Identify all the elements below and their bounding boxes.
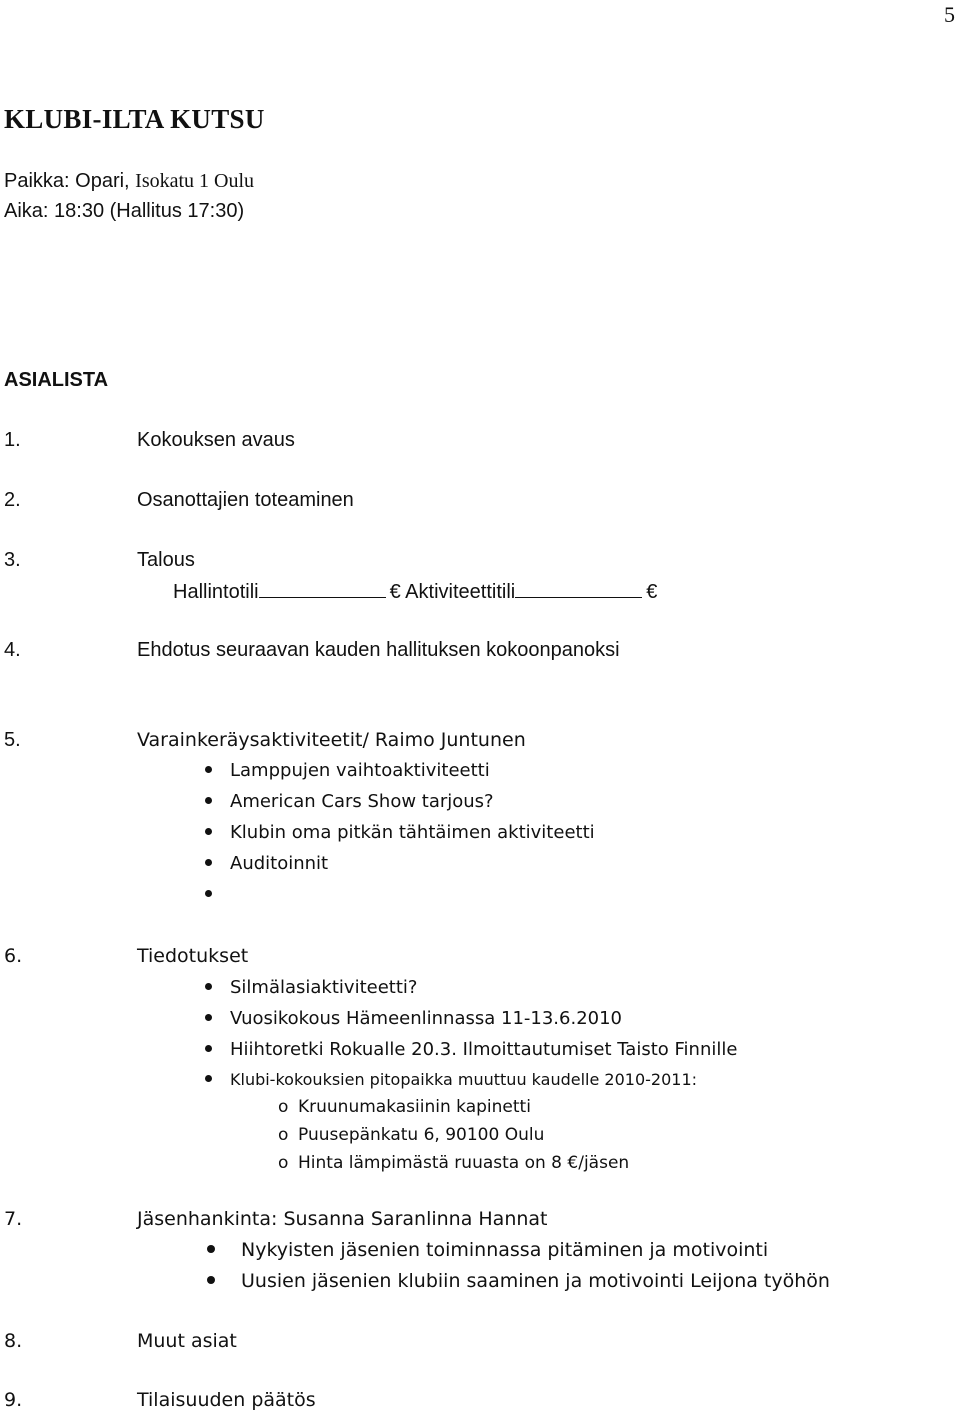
bullet-icon bbox=[207, 1245, 215, 1253]
agenda-item-4-number: 4. bbox=[4, 639, 21, 661]
agenda-item-8: Muut asiat bbox=[137, 1330, 237, 1352]
document-title: KLUBI-ILTA KUTSU bbox=[4, 104, 265, 134]
agenda-item-3: Talous bbox=[137, 549, 195, 571]
agenda-item-6: Tiedotukset bbox=[137, 945, 249, 967]
agenda-item-5: Varainkeräysaktiviteetit/ Raimo Juntunen bbox=[137, 729, 526, 751]
bullet-icon bbox=[205, 1014, 212, 1021]
agenda-item-8-number: 8. bbox=[4, 1330, 23, 1352]
agenda-item-1: Kokouksen avaus bbox=[137, 429, 295, 451]
account-activity-blank bbox=[515, 579, 642, 598]
list-item: Vuosikokous Hämeenlinnassa 11-13.6.2010 bbox=[205, 1008, 622, 1029]
list-item: Klubi-kokouksien pitopaikka muuttuu kaudelle 2010-2011: bbox=[205, 1070, 697, 1089]
agenda-item-9-number: 9. bbox=[4, 1389, 23, 1411]
list-item: Klubin oma pitkän tähtäimen aktiviteetti bbox=[205, 822, 595, 843]
circle-bullet-icon: o bbox=[278, 1125, 289, 1145]
page-number: 5 bbox=[944, 2, 955, 27]
list-item bbox=[205, 884, 230, 905]
list-item: Silmälasiaktiviteetti? bbox=[205, 977, 417, 998]
agenda-item-9: Tilaisuuden päätös bbox=[137, 1389, 316, 1411]
bullet-icon bbox=[207, 1276, 215, 1284]
account-admin-label: Hallintotili bbox=[173, 581, 259, 603]
place-value: Isokatu 1 Oulu bbox=[135, 170, 255, 192]
list-item: American Cars Show tarjous? bbox=[205, 791, 494, 812]
list-item: Nykyisten jäsenien toiminnassa pitäminen ja motivointi bbox=[207, 1239, 768, 1261]
agenda-heading: ASIALISTA bbox=[4, 369, 109, 391]
account-activity-label: Aktiviteettitili bbox=[405, 581, 516, 603]
bullet-icon bbox=[205, 1045, 212, 1052]
agenda-item-6-number: 6. bbox=[4, 945, 23, 967]
agenda-item-5-number: 5. bbox=[4, 729, 21, 751]
bullet-icon bbox=[205, 983, 212, 990]
currency-symbol: € bbox=[389, 581, 401, 603]
agenda-item-7: Jäsenhankinta: Susanna Saranlinna Hannat bbox=[137, 1208, 548, 1230]
circle-bullet-icon: o bbox=[278, 1097, 289, 1117]
place-line bbox=[4, 170, 254, 193]
currency-symbol: € bbox=[646, 581, 658, 603]
agenda-item-3-number: 3. bbox=[4, 549, 21, 571]
bullet-icon bbox=[205, 828, 212, 835]
bullet-icon bbox=[205, 859, 212, 866]
agenda-item-7-number: 7. bbox=[4, 1208, 23, 1230]
list-item: Auditoinnit bbox=[205, 853, 328, 874]
agenda-item-2: Osanottajien toteaminen bbox=[137, 489, 354, 511]
circle-bullet-icon: o bbox=[278, 1153, 289, 1173]
sub-list-item: o Kruunumakasiinin kapinetti bbox=[278, 1097, 531, 1117]
list-item: Lamppujen vaihtoaktiviteetti bbox=[205, 760, 490, 781]
sub-list-item: o Puusepänkatu 6, 90100 Oulu bbox=[278, 1125, 545, 1145]
list-item: Hiihtoretki Rokualle 20.3. Ilmoittautumiset Taisto Finnille bbox=[205, 1039, 737, 1060]
bullet-icon bbox=[205, 890, 212, 897]
account-admin-blank bbox=[259, 579, 386, 598]
place-label: Paikka: Opari, bbox=[4, 170, 130, 192]
bullet-icon bbox=[205, 797, 212, 804]
time-line: Aika: 18:30 (Hallitus 17:30) bbox=[4, 200, 245, 222]
agenda-item-2-number: 2. bbox=[4, 489, 21, 511]
agenda-item-1-number: 1. bbox=[4, 429, 21, 451]
bullet-icon bbox=[205, 1075, 212, 1082]
sub-list-item: o Hinta lämpimästä ruuasta on 8 €/jäsen bbox=[278, 1153, 630, 1173]
bullet-icon bbox=[205, 766, 212, 773]
agenda-item-4: Ehdotus seuraavan kauden hallituksen kokoonpanoksi bbox=[137, 639, 620, 661]
list-item: Uusien jäsenien klubiin saaminen ja motivointi Leijona työhön bbox=[207, 1270, 830, 1292]
accounts-line bbox=[173, 579, 657, 604]
